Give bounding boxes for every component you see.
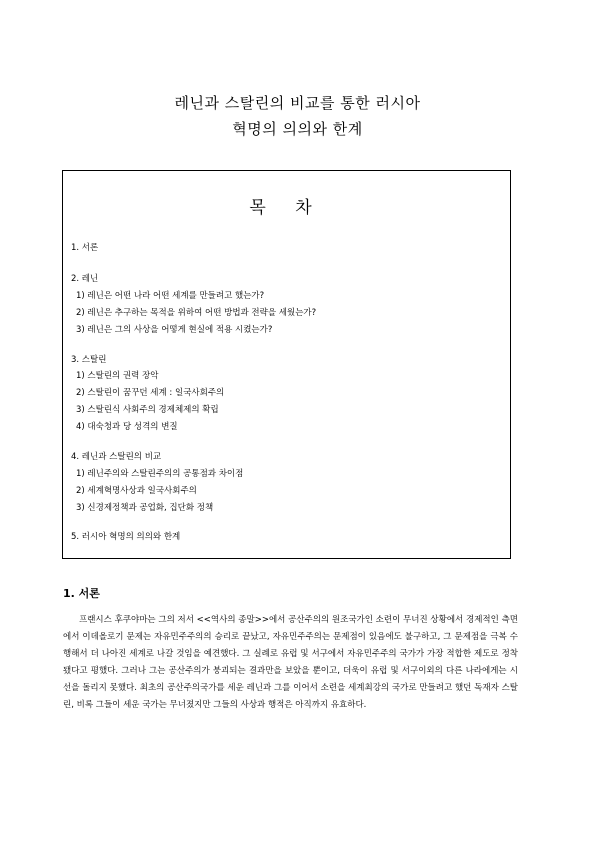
toc-entry: 3) 레닌은 그의 사상을 어떻게 현실에 적용 시켰는가? [76,325,273,335]
table-of-contents [62,170,511,559]
document-title-line-1: 레닌과 스탈린의 비교를 통한 러시아 [174,94,421,112]
toc-entry: 3. 스탈린 [71,355,107,365]
toc-entry: 1) 스탈린의 권력 장악 [76,371,159,381]
toc-entry: 1. 서론 [71,243,99,253]
section-paragraph: 프랜시스 후쿠야마는 그의 저서 <<역사의 종말>>에서 공산주의의 원조국가인 소련이 무너진 상황에서 경제적인 측면에서 이데올로기 문제는 자유민주주의의 승리로 끝났고, 자유민주주의는 문제점이 있음에도 불구하고, 그 문제점을 극복 수행해서 더 나아진 세계로 나갈 것임을 예견했다. 그 실례로 유럽 및 서구에서 자유민주주의 국가가 가장 적합한 제도로 정착됐다고 평했다. 그러나 그는 공산주의가 붕괴되는 결과만을 보았을 뿐이고, 더욱이 유럽 및 서구이외의 다른 나라에게는 시선을 돌리지 못했다. 최초의 공산주의국가를 세운 레닌과 그를 이어서 소련을 세계최강의 국가로 만들려고 했던 독재자 스탈린, 비록 그들이 세운 국가는 무너졌지만 그들의 사상과 행적은 아직까지 유효하다. [63,615,518,710]
document-title-line-2: 혁명의 의의와 한계 [232,120,363,138]
toc-entry: 1) 레닌주의와 스탈린주의의 공통점과 차이점 [76,469,244,479]
toc-entry: 2) 레닌은 추구하는 목적을 위하여 어떤 방법과 전략을 세웠는가? [76,308,317,318]
toc-entry: 3) 스탈린식 사회주의 경제체제의 확립 [76,405,219,415]
toc-entry: 2) 세계혁명사상과 일국사회주의 [76,486,197,496]
toc-entry: 3) 신경제정책과 공업화, 집단화 정책 [76,503,214,513]
toc-entry: 2. 레닌 [71,274,99,284]
toc-entry: 1) 레닌은 어떤 나라 어떤 세계를 만들려고 했는가? [76,291,265,301]
section-heading-introduction: 1. 서론 [63,587,100,600]
toc-heading: 목 차 [249,198,324,218]
toc-entry: 4) 대숙청과 당 성격의 변질 [76,422,178,432]
toc-entry: 4. 레닌과 스탈린의 비교 [71,452,162,462]
toc-entry: 5. 러시아 혁명의 의의와 한계 [71,532,181,542]
document-title [0,90,595,142]
toc-entry: 2) 스탈린이 꿈꾸던 세계 : 일국사회주의 [76,388,225,398]
